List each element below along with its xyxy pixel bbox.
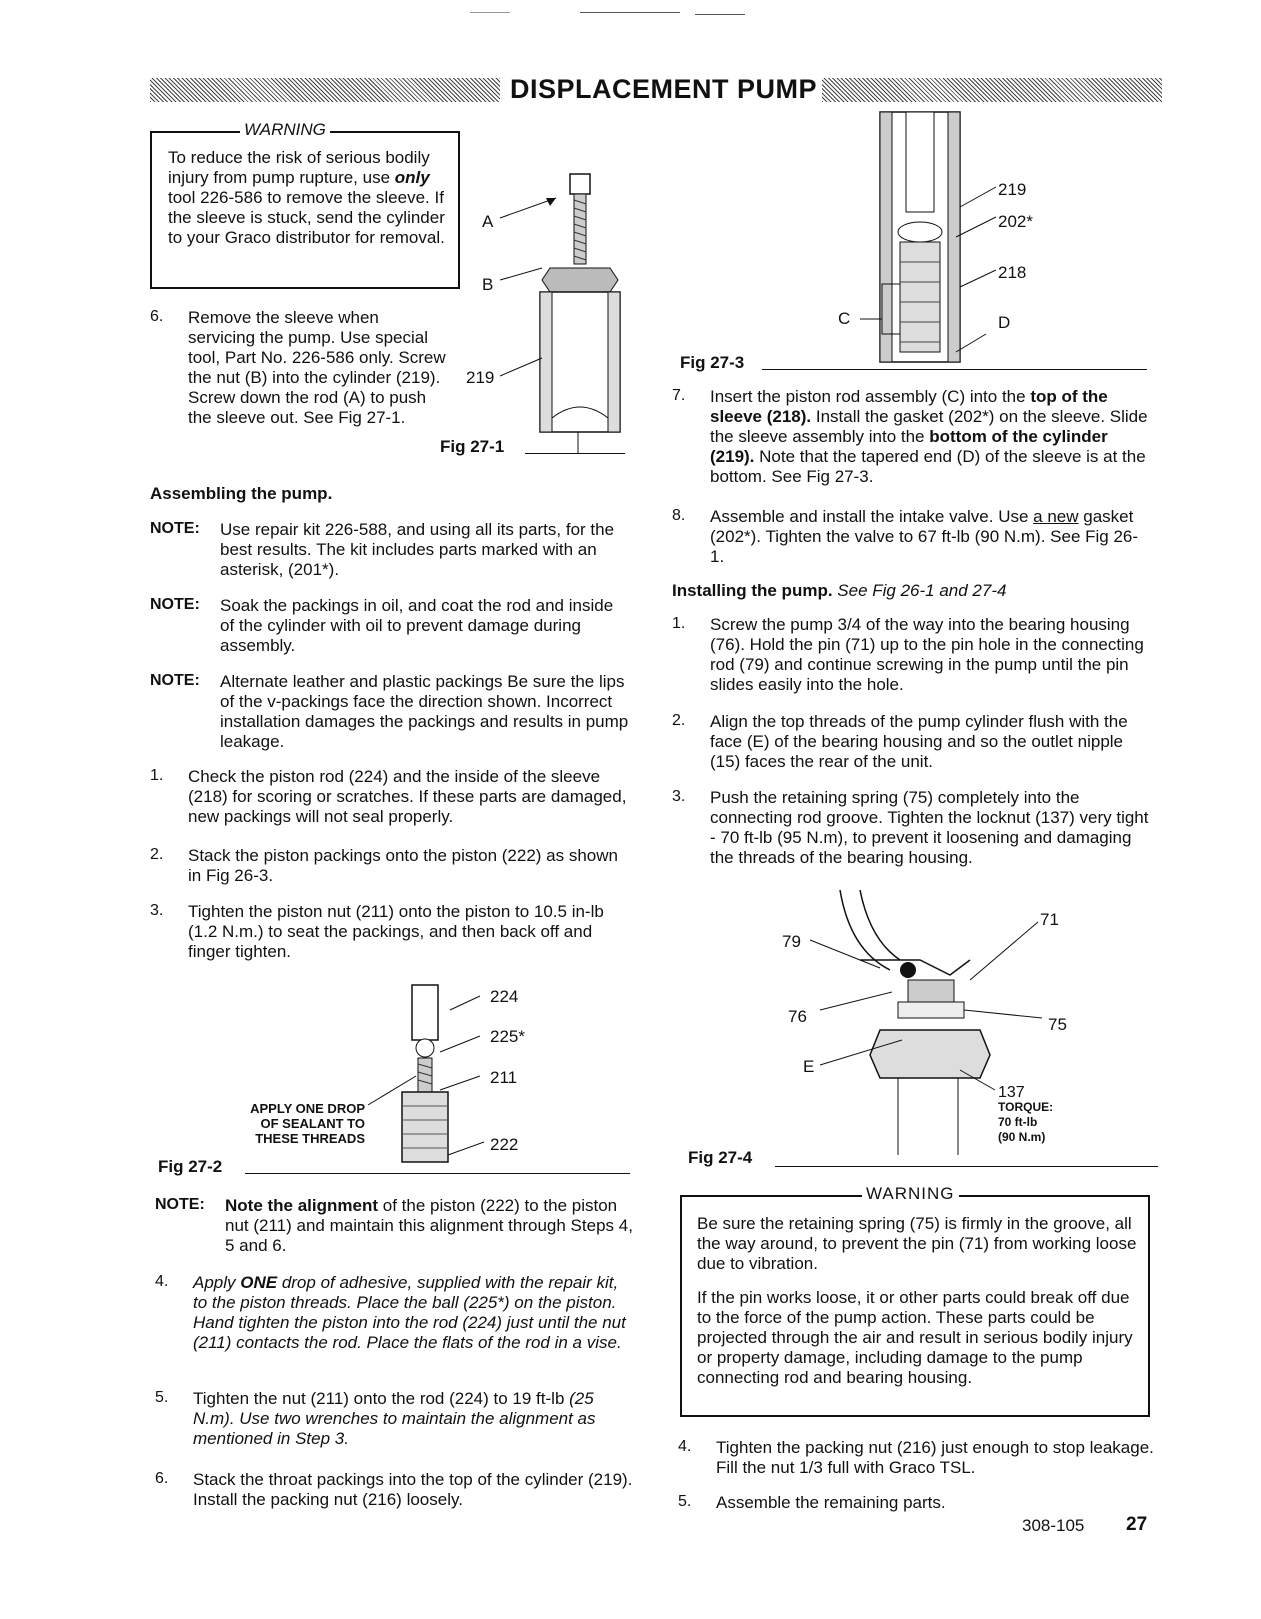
fig-rule xyxy=(775,1166,1158,1167)
step-6-throat-packings: 6. Stack the throat packings into the top of the cylinder (219). Install the packing nut (216) loosely. xyxy=(155,1470,633,1509)
callout-e: E xyxy=(803,1057,815,1076)
scan-mark xyxy=(695,14,745,15)
install-step-5: 5. Assemble the remaining parts. xyxy=(678,1493,946,1512)
step-3-tighten-nut: 3. Tighten the piston nut (211) onto the piston to 10.5 in-lb (1.2 N.m.) to seat the packings, and then back off and finger tighten. xyxy=(150,902,604,961)
step-2-stack-packings: 2. Stack the piston packings onto the piston (222) as shown in Fig 26-3. xyxy=(150,846,618,885)
callout-d: D xyxy=(998,313,1011,332)
warning-text: To reduce the risk of serious bodily injury from pump rupture, use only tool 226-586 to remove the sleeve. If the sleeve is stuck, send the cylinder to your Graco distributor for removal. xyxy=(168,148,445,247)
fig-27-4-label: Fig 27-4 xyxy=(688,1148,753,1167)
callout-218: 218 xyxy=(998,263,1027,282)
step-1-check-rod: 1. Check the piston rod (224) and the inside of the sleeve (218) for scoring or scratches. If these parts are damaged, new packings will not seal properly. xyxy=(150,767,627,826)
callout-79: 79 xyxy=(782,932,801,951)
warning-text-pin: If the pin works loose, it or other parts could break off due to the force of the pump action. These parts could be projected through the air and result in serious bodily injury or property damage, including damage to the pump connecting rod and bearing housing. xyxy=(697,1288,1133,1387)
page-number: 27 xyxy=(1126,1514,1148,1535)
step-8-intake-valve: 8. Assemble and install the intake valve. Use a new gasket (202*). Tighten the valve to 67 ft-lb (90 N.m). See Fig 26-1. xyxy=(672,507,1139,566)
install-step-2: 2. Align the top threads of the pump cylinder flush with the face (E) of the bearing housing and so the outlet nipple (15) faces the rear of the unit. xyxy=(672,712,1128,771)
header-hatch-left xyxy=(150,78,500,102)
note-soak-packings: NOTE: Soak the packings in oil, and coat the rod and inside of the cylinder with oil to prevent damage during assembly. xyxy=(150,596,614,655)
sealant-instruction: APPLY ONE DROP OF SEALANT TO THESE THREADS xyxy=(250,1101,365,1146)
step-6-remove-sleeve: 6. Remove the sleeve when servicing the pump. Use special tool, Part No. 226-586 only. Screw the nut (B) into the cylinder (219). Screw down the rod (A) to push the sleeve out. See Fig 27-1. xyxy=(150,308,446,427)
callout-224: 224 xyxy=(490,987,519,1006)
warning-label: WARNING xyxy=(862,1184,959,1204)
step-4-apply-adhesive: 4. Apply ONE drop of adhesive, supplied with the repair kit, to the piston threads. Place the ball (225*) on the piston. Hand tighten the piston into the rod (224) just until the nut (211) contacts the rod. Place the flats of the rod in a vise. xyxy=(155,1273,626,1352)
page-title: DISPLACEMENT PUMP xyxy=(510,74,818,104)
install-step-4: 4. Tighten the packing nut (216) just enough to stop leakage. Fill the nut 1/3 full with Graco TSL. xyxy=(678,1438,1154,1477)
callout-219: 219 xyxy=(998,180,1027,199)
callout-71: 71 xyxy=(1040,910,1059,929)
callout-76: 76 xyxy=(788,1007,807,1026)
install-step-1: 1. Screw the pump 3/4 of the way into the bearing housing (76). Hold the pin (71) up to the pin hole in the connecting rod (79) and continue screwing in the pump until the pin slides easily into the hole. xyxy=(672,615,1144,694)
fig-27-3-label: Fig 27-3 xyxy=(680,353,745,372)
fig-27-1-drawing xyxy=(470,168,640,468)
note-alternate-packings: NOTE: Alternate leather and plastic packings Be sure the lips of the v-packings face the direction shown. Incorrect installation damages the packings and results in pump leakage. xyxy=(150,672,629,751)
note-alignment: NOTE: Note the alignment of the piston (222) to the piston nut (211) and maintain this alignment through Steps 4, 5 and 6. xyxy=(155,1196,633,1255)
step-5-tighten-rod: 5. Tighten the nut (211) onto the rod (224) to 19 ft-lb (25 N.m). Use two wrenches to maintain the alignment as mentioned in Step 3. xyxy=(155,1389,596,1448)
scan-mark xyxy=(580,12,680,13)
callout-202: 202* xyxy=(998,212,1033,231)
fig-27-3-drawing xyxy=(860,112,1040,372)
install-step-3: 3. Push the retaining spring (75) completely into the connecting rod groove. Tighten the locknut (137) very tight - 70 ft-lb (95 N.m), to prevent it loosening and damaging the threads of the bearing housing. xyxy=(672,788,1149,867)
torque-callout: 137 TORQUE: 70 ft-lb (90 N.m) xyxy=(998,1084,1054,1144)
fig-27-2-label: Fig 27-2 xyxy=(158,1157,223,1176)
callout-219: 219 xyxy=(466,368,495,387)
step-7-insert-rod: 7. Insert the piston rod assembly (C) into the top of the sleeve (218). Install the gasket (202*) on the sleeve. Slide the sleeve assembly into the bottom of the cylinder (219). Note that the tapered end (D) of the sleeve is at the bottom. See Fig 27-3. xyxy=(672,387,1148,486)
doc-number: 308-105 xyxy=(1022,1516,1085,1535)
callout-a: A xyxy=(482,212,494,231)
header-hatch-right xyxy=(822,78,1162,102)
fig-rule xyxy=(245,1173,630,1174)
callout-211: 211 xyxy=(490,1068,518,1087)
assembling-heading: Assembling the pump. xyxy=(150,484,333,503)
warning-label: WARNING xyxy=(240,120,330,140)
callout-222: 222 xyxy=(490,1135,519,1154)
callout-225: 225* xyxy=(490,1027,525,1046)
callout-c: C xyxy=(838,309,851,328)
installing-heading: Installing the pump. See Fig 26-1 and 27-4 xyxy=(672,581,1007,600)
fig-rule xyxy=(525,453,625,454)
warning-text-spring: Be sure the retaining spring (75) is firmly in the groove, all the way around, to prevent the pin (71) from working loose due to vibration. xyxy=(697,1214,1137,1273)
scan-mark xyxy=(470,12,510,13)
note-repair-kit: NOTE: Use repair kit 226-588, and using all its parts, for the best results. The kit includes parts marked with an asterisk, (201*). xyxy=(150,520,615,579)
fig-rule xyxy=(762,369,1147,370)
callout-b: B xyxy=(482,275,494,294)
fig-27-1-label: Fig 27-1 xyxy=(440,437,505,456)
callout-75: 75 xyxy=(1048,1015,1067,1034)
